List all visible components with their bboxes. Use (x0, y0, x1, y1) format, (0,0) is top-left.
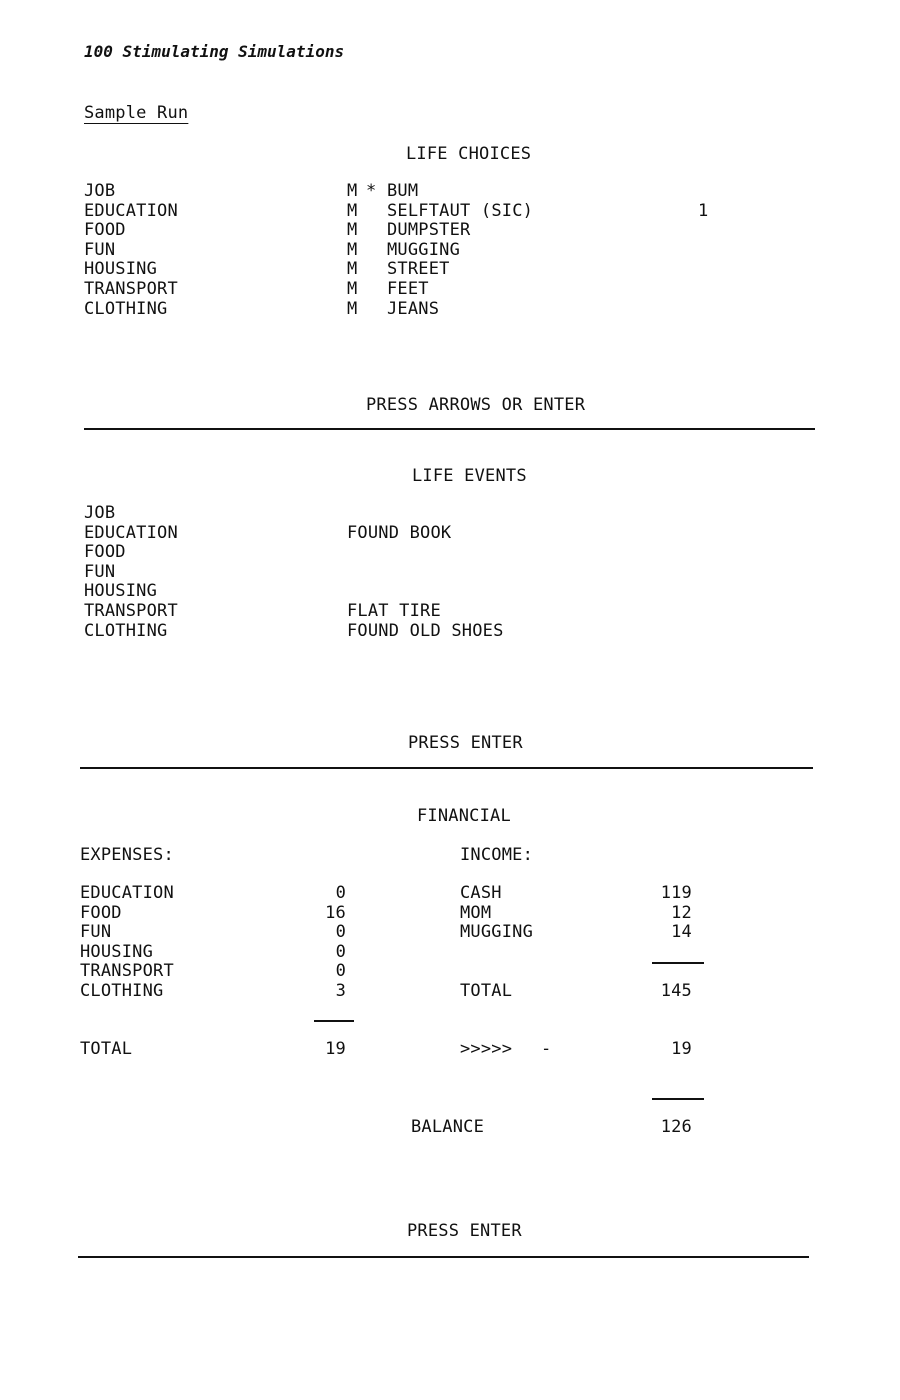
event-category: FOOD (84, 542, 126, 562)
expense-value: 16 (325, 903, 346, 923)
choice-marker: M (347, 181, 358, 201)
choice-selected-asterisk: * (366, 181, 377, 201)
expense-value: 3 (335, 981, 346, 1001)
event-category: JOB (84, 503, 116, 523)
expense-label: TRANSPORT (80, 961, 174, 981)
choice-category: JOB (84, 181, 116, 201)
income-value: 12 (671, 903, 692, 923)
income-value: 14 (671, 922, 692, 942)
expense-label: FOOD (80, 903, 122, 923)
expense-label: CLOTHING (80, 981, 164, 1001)
event-category: CLOTHING (84, 621, 168, 641)
expense-value: 0 (335, 883, 346, 903)
expense-label: EDUCATION (80, 883, 174, 903)
income-value: 119 (660, 883, 692, 903)
income-sum-rule (652, 962, 704, 964)
press-arrows-or-enter-prompt: PRESS ARROWS OR ENTER (366, 395, 586, 415)
balance-sum-rule (652, 1098, 704, 1100)
press-enter-prompt: PRESS ENTER (408, 733, 523, 753)
section-divider (84, 428, 815, 430)
event-category: TRANSPORT (84, 601, 178, 621)
expense-value: 0 (335, 942, 346, 962)
choice-marker: M (347, 279, 358, 299)
choice-option: FEET (387, 279, 429, 299)
choice-marker: M (347, 259, 358, 279)
choice-marker: M (347, 220, 358, 240)
income-label: CASH (460, 883, 502, 903)
expenses-total-label: TOTAL (80, 1039, 133, 1059)
income-label: MUGGING (460, 922, 534, 942)
expense-label: HOUSING (80, 942, 154, 962)
event-category: FUN (84, 562, 116, 582)
choice-category: EDUCATION (84, 201, 178, 221)
choice-category: CLOTHING (84, 299, 168, 319)
choice-category: FOOD (84, 220, 126, 240)
choice-option: STREET (387, 259, 450, 279)
transfer-minus-sign: - (541, 1039, 552, 1059)
choice-option: JEANS (387, 299, 440, 319)
balance-label: BALANCE (411, 1117, 485, 1137)
expense-value: 0 (335, 922, 346, 942)
choice-category: TRANSPORT (84, 279, 178, 299)
expense-label: FUN (80, 922, 112, 942)
transfer-value: 19 (671, 1039, 692, 1059)
choice-category: HOUSING (84, 259, 158, 279)
choice-option: BUM (387, 181, 419, 201)
section-divider (80, 767, 813, 769)
life-choices-title: LIFE CHOICES (406, 144, 532, 164)
expenses-heading: EXPENSES: (80, 845, 174, 865)
choice-option: DUMPSTER (387, 220, 471, 240)
choice-option: MUGGING (387, 240, 461, 260)
transfer-arrows: >>>>> (460, 1039, 513, 1059)
expenses-sum-rule (314, 1020, 354, 1022)
event-category: HOUSING (84, 581, 158, 601)
choice-category: FUN (84, 240, 116, 260)
choice-marker: M (347, 201, 358, 221)
choice-option: SELFTAUT (SIC) (387, 201, 534, 221)
choice-marker: M (347, 240, 358, 260)
income-total-value: 145 (660, 981, 692, 1001)
event-description: FOUND BOOK (347, 523, 452, 543)
balance-value: 126 (660, 1117, 692, 1137)
page-header: 100 Stimulating Simulations (84, 42, 345, 61)
event-category: EDUCATION (84, 523, 178, 543)
section-divider (78, 1256, 809, 1258)
expenses-total-value: 19 (325, 1039, 346, 1059)
income-total-label: TOTAL (460, 981, 513, 1001)
choice-marker: M (347, 299, 358, 319)
income-label: MOM (460, 903, 492, 923)
event-description: FOUND OLD SHOES (347, 621, 504, 641)
event-description: FLAT TIRE (347, 601, 441, 621)
choice-extra-value: 1 (698, 201, 709, 221)
income-heading: INCOME: (460, 845, 534, 865)
expense-value: 0 (335, 961, 346, 981)
press-enter-prompt: PRESS ENTER (407, 1221, 522, 1241)
sample-run-label: Sample Run (84, 103, 189, 123)
financial-title: FINANCIAL (417, 806, 511, 826)
life-events-title: LIFE EVENTS (412, 466, 527, 486)
